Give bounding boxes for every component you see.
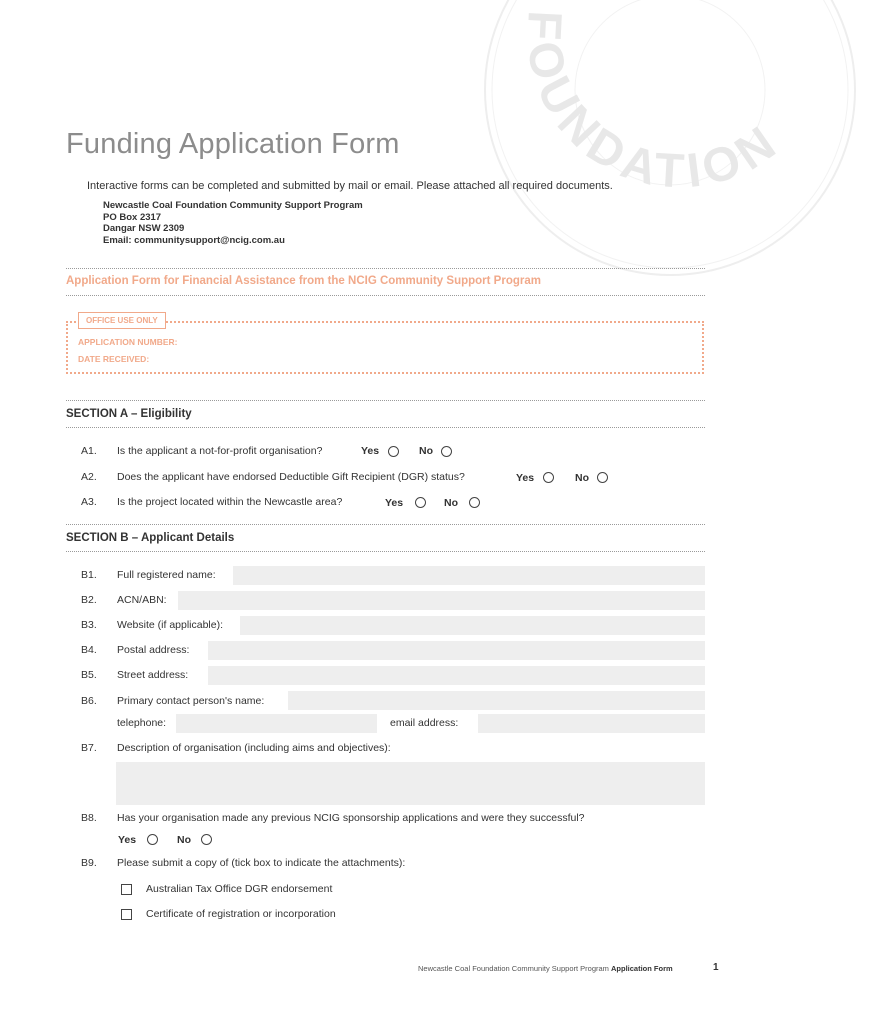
office-use-label: OFFICE USE ONLY [78, 312, 166, 329]
a2-no-radio[interactable] [597, 472, 608, 483]
divider [66, 551, 705, 552]
b9-number: B9. [81, 857, 97, 869]
divider [66, 400, 705, 401]
intro-text: Interactive forms can be completed and submitted by mail or email. Please attached all required documents. [87, 180, 613, 192]
section-a-title: SECTION A – Eligibility [66, 408, 192, 420]
b8-yes-radio[interactable] [147, 834, 158, 845]
a1-no-radio[interactable] [441, 446, 452, 457]
b8-no-radio[interactable] [201, 834, 212, 845]
a2-yes-label: Yes [516, 472, 535, 484]
email-address-field[interactable] [478, 714, 705, 733]
b6-label: Primary contact person's name: [117, 695, 265, 707]
section-b-title: SECTION B – Applicant Details [66, 532, 235, 544]
email-address-label: email address: [390, 717, 459, 729]
a2-no-label: No [575, 472, 589, 484]
b2-label: ACN/ABN: [117, 594, 167, 606]
b8-label: Has your organisation made any previous NCIG sponsorship applications and were they successful? [117, 812, 585, 824]
full-registered-name-field[interactable] [233, 566, 705, 585]
b5-label: Street address: [117, 669, 189, 681]
divider [66, 427, 705, 428]
a1-yes-label: Yes [361, 445, 380, 457]
b9-label: Please submit a copy of (tick box to indicate the attachments): [117, 857, 406, 869]
seal-text: FOUNDATION [515, 9, 790, 199]
b8-yes-label: Yes [118, 834, 137, 846]
b1-number: B1. [81, 569, 97, 581]
divider [66, 524, 705, 525]
b5-number: B5. [81, 669, 97, 681]
b2-number: B2. [81, 594, 97, 606]
telephone-label: telephone: [117, 717, 167, 729]
a2-question: Does the applicant have endorsed Deductible Gift Recipient (DGR) status? [117, 471, 465, 483]
b4-number: B4. [81, 644, 97, 656]
program-title: Application Form for Financial Assistance from the NCIG Community Support Program [66, 275, 541, 287]
a3-yes-radio[interactable] [415, 497, 426, 508]
svg-text:FOUNDATION [516, 9, 790, 198]
organisation-description-field[interactable] [116, 762, 705, 805]
registration-certificate-label: Certificate of registration or incorporation [146, 908, 336, 920]
a3-question: Is the project located within the Newcastle area? [117, 496, 343, 508]
a3-no-label: No [444, 497, 458, 509]
b7-number: B7. [81, 742, 97, 754]
a3-no-radio[interactable] [469, 497, 480, 508]
page-title: Funding Application Form [66, 128, 400, 160]
b1-label: Full registered name: [117, 569, 216, 581]
website-field[interactable] [240, 616, 705, 635]
b8-no-label: No [177, 834, 191, 846]
b4-label: Postal address: [117, 644, 190, 656]
mailing-address [103, 200, 363, 246]
b3-label: Website (if applicable): [117, 619, 224, 631]
a1-number: A1. [81, 445, 97, 457]
street-address-field[interactable] [208, 666, 705, 685]
date-received-label: DATE RECEIVED: [78, 354, 150, 364]
address-line: Newcastle Coal Foundation Community Support Program [103, 200, 363, 211]
dgr-endorsement-label: Australian Tax Office DGR endorsement [146, 883, 333, 895]
application-number-label: APPLICATION NUMBER: [78, 337, 178, 347]
footer-text: Newcastle Coal Foundation Community Support Program [418, 964, 609, 973]
primary-contact-name-field[interactable] [288, 691, 705, 710]
foundation-seal-watermark [470, 0, 870, 290]
a3-yes-label: Yes [385, 497, 404, 509]
b8-number: B8. [81, 812, 97, 824]
telephone-field[interactable] [176, 714, 377, 733]
a1-question: Is the applicant a not-for-profit organisation? [117, 445, 323, 457]
b6-number: B6. [81, 695, 97, 707]
a1-no-label: No [419, 445, 433, 457]
page-footer [418, 964, 673, 973]
footer-form-name: Application Form [611, 964, 673, 973]
divider [66, 268, 705, 269]
page-number: 1 [713, 962, 719, 973]
postal-address-field[interactable] [208, 641, 705, 660]
registration-certificate-checkbox[interactable] [121, 909, 132, 920]
acn-abn-field[interactable] [178, 591, 705, 610]
b3-number: B3. [81, 619, 97, 631]
a2-yes-radio[interactable] [543, 472, 554, 483]
a3-number: A3. [81, 496, 97, 508]
a2-number: A2. [81, 471, 97, 483]
divider [66, 295, 705, 296]
address-line: PO Box 2317 [103, 211, 162, 223]
a1-yes-radio[interactable] [388, 446, 399, 457]
address-email: Email: communitysupport@ncig.com.au [103, 234, 285, 246]
address-line: Dangar NSW 2309 [103, 223, 185, 235]
dgr-endorsement-checkbox[interactable] [121, 884, 132, 895]
b7-label: Description of organisation (including aims and objectives): [117, 742, 391, 754]
